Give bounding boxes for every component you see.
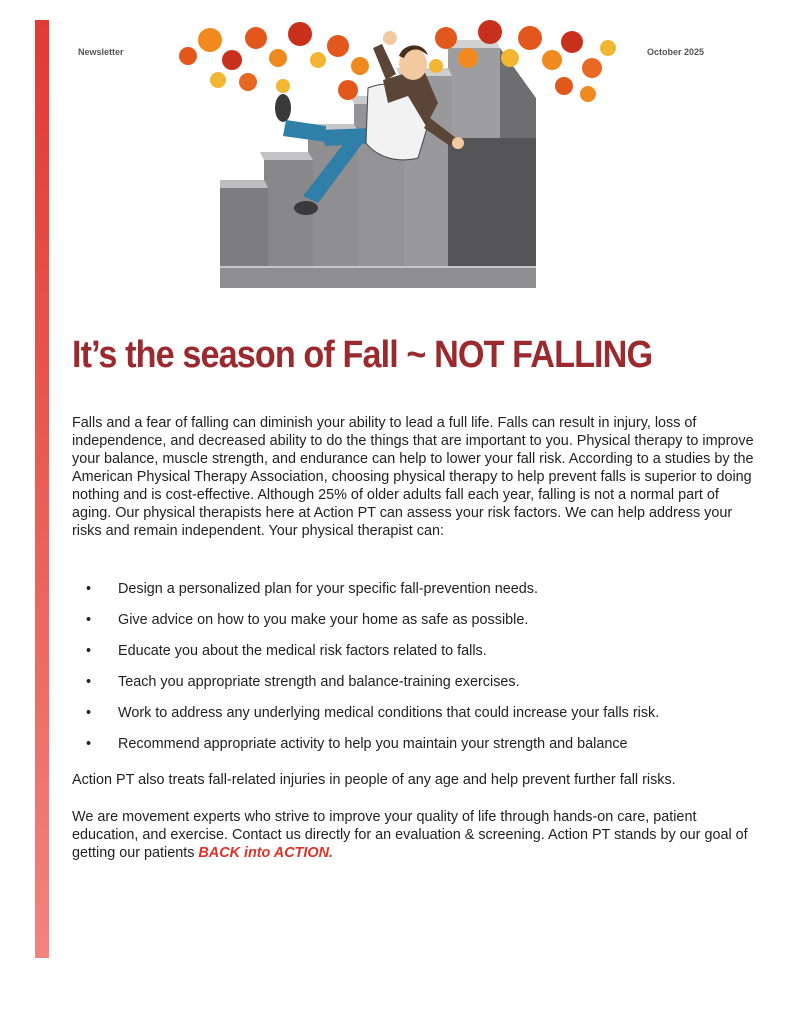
list-item	[72, 704, 762, 735]
list-item	[72, 735, 762, 766]
article-title: It’s the season of Fall ~ NOT FALLING	[72, 334, 653, 376]
therapist-can-list	[72, 580, 762, 766]
bullet-icon: •	[86, 612, 92, 628]
bullet-icon: •	[86, 736, 92, 752]
bullet-icon: •	[86, 705, 92, 721]
side-accent-bar	[35, 20, 49, 958]
list-item-text: Educate you about the medical risk factors related to falls.	[118, 643, 487, 659]
list-item-text: Work to address any underlying medical conditions that could increase your falls risk.	[118, 705, 660, 721]
closing-paragraph	[72, 808, 762, 862]
closing-text: We are movement experts who strive to improve your quality of life through hands-on care, patient education, and exercise. Contact us directly for an evaluation & screening. Action PT stands by our goal of getting our patients	[72, 809, 748, 861]
injury-paragraph: Action PT also treats fall-related injuries in people of any age and help prevent further fall risks.	[72, 772, 676, 788]
list-item-text: Give advice on how to you make your home as safe as possible.	[118, 612, 529, 628]
bullet-icon: •	[86, 643, 92, 659]
list-item	[72, 673, 762, 704]
list-item	[72, 642, 762, 673]
staircase	[220, 40, 536, 288]
bullet-icon: •	[86, 581, 92, 597]
newsletter-label: Newsletter	[78, 47, 124, 57]
intro-paragraph: Falls and a fear of falling can diminish your ability to lead a full life. Falls can result in injury, loss of independence, and decreased ability to do the things that are important to you. Physical therapy to improve your balance, muscle strength, and endurance can help to lower your fall risk. According to a studies by the American Physical Therapy Association, choosing physical therapy to help prevent falls is superior to doing nothing and is cost-effective. Although 25% of older adults fall each year, falling is not a normal part of aging. Our physical therapists here at Action PT can assess your risk factors. We can help address your risks and remain independent. Your physical therapist can:	[72, 415, 754, 539]
list-item	[72, 580, 762, 611]
falling-person-illustration	[168, 8, 628, 293]
list-item-text: Teach you appropriate strength and balance-training exercises.	[118, 674, 520, 690]
issue-date: October 2025	[647, 47, 705, 57]
bullet-icon: •	[86, 674, 92, 690]
slogan: BACK into ACTION.	[198, 845, 333, 861]
list-item	[72, 611, 762, 642]
list-item-text: Recommend appropriate activity to help you maintain your strength and balance	[118, 736, 628, 752]
list-item-text: Design a personalized plan for your specific fall-prevention needs.	[118, 581, 538, 597]
